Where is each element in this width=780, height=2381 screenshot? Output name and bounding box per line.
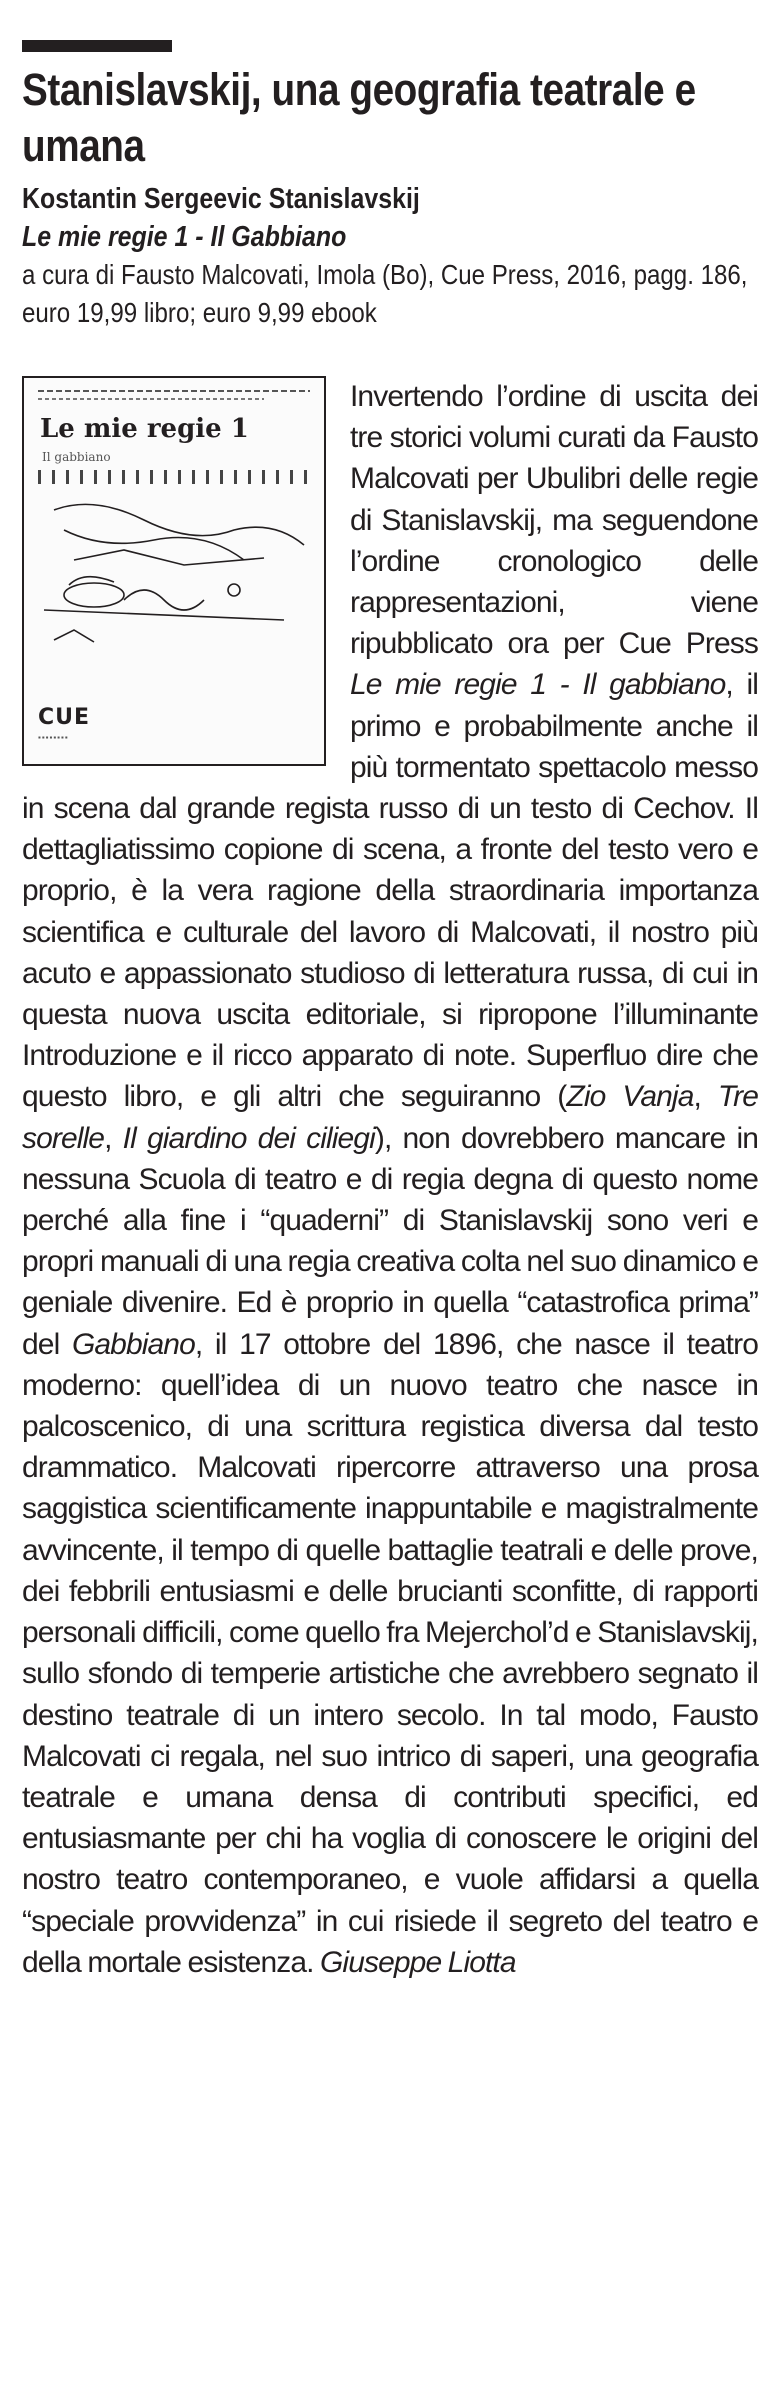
cover-header-line [38, 390, 310, 392]
cover-subtitle: Il gabbiano [42, 450, 111, 464]
publisher-logo: CUE [38, 705, 91, 730]
cover-sketch-illustration [34, 490, 318, 660]
book-author: Kostantin Sergeevic Stanislavskij [22, 183, 420, 215]
publication-info: a cura di Fausto Malcovati, Imola (Bo), Cue Press, 2016, pagg. 186, euro 19,99 libro; euro 9,99 ebook [22, 259, 748, 328]
book-title-ref: Gabbiano [71, 1327, 195, 1361]
book-title-ref: Zio Vanja [566, 1080, 694, 1114]
review-separator: , [693, 1080, 718, 1114]
review-paragraph-part: , il primo e probabilmente anche il più tormentato spettacolo messo in scena dal grande regista russo di un testo di Cechov. Il dettagliatissimo copione di scena, a fronte del testo vero e proprio, è la vera ragione della straordinaria importanza scientifica e culturale del lavoro di Malcovati, il nostro più acuto e appassionato studioso di letteratura russa, di cui in questa nuova uscita editoriale, si ripropone l’illuminante Introduzione e il ricco apparato di note. Superfluo dire che questo libro, e gli altri che seguiranno ( [22, 668, 758, 1114]
book-title-ref: Tre sorelle [22, 1080, 758, 1155]
review-separator: , [104, 1121, 123, 1155]
article [22, 40, 758, 2013]
publisher-logo-sub: ▪▪▪▪▪▪▪▪ [38, 733, 69, 742]
cover-title: Le mie regie 1 [40, 414, 249, 444]
cover-header-line-2 [38, 398, 264, 400]
review-signature: Giuseppe Liotta [320, 1945, 516, 1979]
article-body [22, 376, 758, 1983]
section-rule [22, 40, 172, 52]
article-headline: Stanislavskij, una geografia teatrale e umana [22, 64, 696, 171]
review-paragraph-end: , il 17 ottobre del 1896, che nasce il teatro moderno: quell’idea di un nuovo teatro che nasce in palcoscenico, di una scrittura registica diversa dal testo drammatico. Malcovati ripercorre attraverso una prosa saggistica scientificamente inappuntabile e magistralmente avvincente, il tempo di quelle battaglie teatrali e delle prove, dei febbrili entusiasmi e delle brucianti sconfitte, di rapporti personali difficili, come quello fra Mejerchol’d e Stanislavskij, sullo sfondo di temperie artistiche che avrebbero segnato il destino teatrale di un intero secolo. In tal modo, Fausto Malcovati ci regala, nel suo intrico di saperi, una geografia teatrale e umana densa di contributi specifici, ed entusiasmante per chi ha voglia di conoscere le origini del nostro teatro contemporaneo, e vuole affidarsi a quella “speciale provvidenza” in cui risiede il segreto del teatro e della mortale esistenza. [22, 1327, 758, 1979]
book-title-ref: Le mie regie 1 - Il gabbiano [350, 668, 726, 702]
review-paragraph-start: Invertendo l’ordine di uscita dei tre storici volumi curati da Fausto Malcovati per Ubulibri delle regie di Stanislavskij, ma seguendone l’ordine cronologico delle rappresentazioni, viene ripubblicato ora per Cue Press [350, 380, 758, 661]
book-title-ref: Il giardino dei ciliegi [122, 1121, 375, 1155]
cover-decoration [38, 470, 310, 484]
review-paragraph-part: ), non dovrebbero mancare in nessuna Scuola di teatro e di regia degna di questo nome perché alla fine i “quaderni” di Stanislavskij sono veri e propri manuali di una regia creativa colta nel suo dinamico e geniale divenire. Ed è proprio in quella “catastrofica prima” del [22, 1121, 758, 1361]
book-title: Le mie regie 1 - Il Gabbiano [22, 221, 347, 253]
book-cover-image [22, 376, 326, 766]
